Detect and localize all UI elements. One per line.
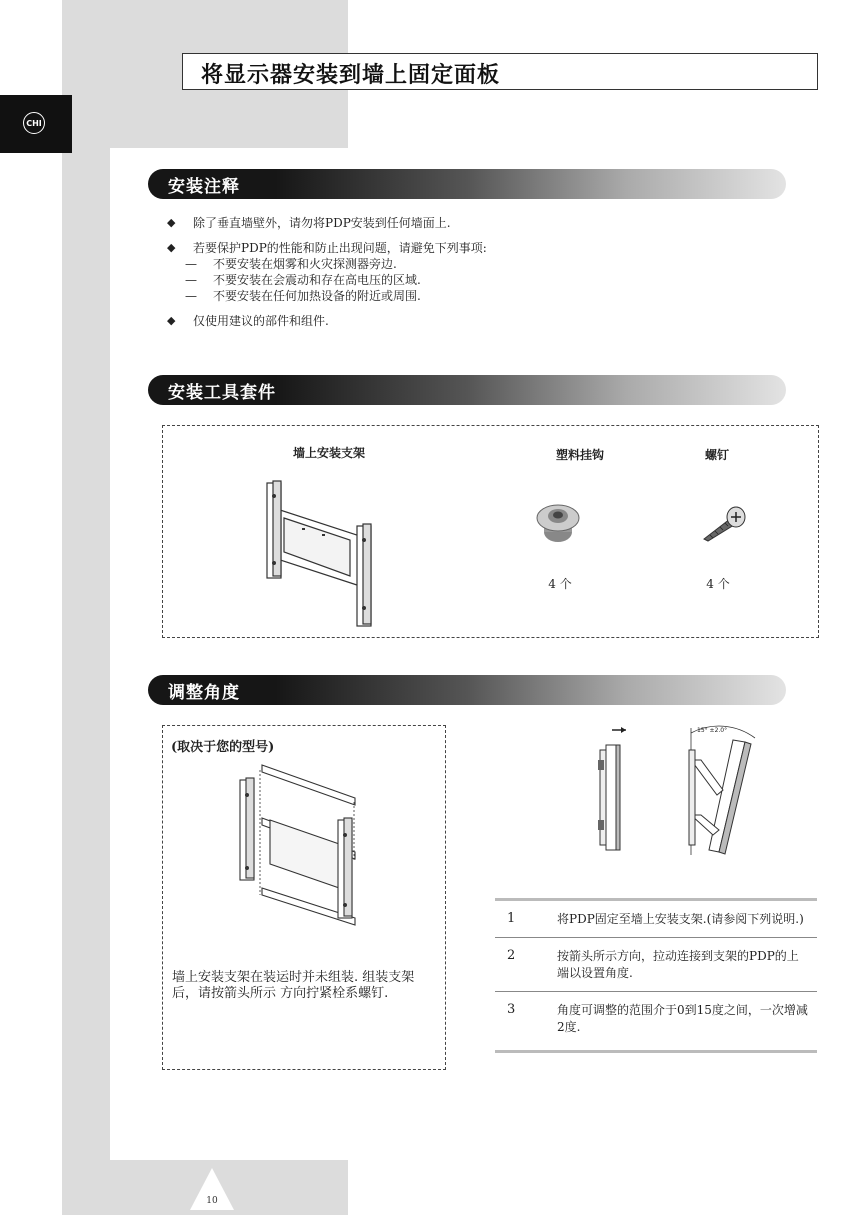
step-number: 2	[507, 948, 516, 963]
page-title-box	[182, 53, 818, 90]
page-title: 将显示器安装到墙上固定面板	[201, 62, 501, 88]
sub-list-item: — 不要安装在任何加热设备的附近或周围.	[185, 289, 421, 303]
dash-icon: —	[185, 273, 197, 287]
kit-label-screw: 螺钉	[704, 448, 729, 462]
section-header-kit	[148, 375, 786, 405]
step-number: 3	[507, 1002, 516, 1017]
step-text: 将PDP固定至墙上安装支架.(请参阅下列说明.)	[557, 912, 804, 926]
screw-icon	[700, 503, 750, 543]
dash-icon: —	[185, 289, 197, 303]
kit-label-bracket: 墙上安装支架	[292, 446, 365, 460]
step-row	[495, 992, 817, 1053]
step-text: 角度可调整的范围介于0到15度之间，一次增减2度.	[557, 1003, 808, 1034]
page-number: 10	[206, 1196, 218, 1206]
wall-bracket-illustration	[262, 478, 387, 628]
notes-list	[167, 215, 787, 329]
diamond-bullet-icon: ◆	[167, 216, 176, 229]
list-item: ◆ 仅使用建议的部件和组件.	[167, 314, 329, 328]
kit-label-hook: 塑料挂钩	[555, 448, 604, 462]
steps-list	[495, 898, 817, 1053]
section-header-angle	[148, 675, 786, 705]
step-row	[495, 938, 817, 992]
diamond-bullet-icon: ◆	[167, 241, 176, 254]
dash-icon: —	[185, 257, 197, 271]
plastic-hook-icon	[535, 498, 581, 546]
language-badge: CHI	[23, 112, 45, 134]
step-text: 按箭头所示方向，拉动连接到支架的PDP的上端以设置角度.	[557, 949, 799, 980]
list-item: ◆ 除了垂直墙壁外，请勿将PDP安装到任何墙面上.	[167, 216, 451, 230]
sub-list-item: — 不要安装在会震动和存在高电压的区域.	[185, 273, 421, 287]
sub-list-item: — 不要安装在烟雾和火灾探测器旁边.	[185, 257, 397, 271]
section-heading-kit: 安装工具套件	[168, 383, 276, 403]
section-header-notes	[148, 169, 786, 199]
step-row	[495, 901, 817, 938]
model-note-text: 墙上安装支架在装运时并未组装. 组装支架后，请按箭头所示 方向拧紧栓系螺钉.	[172, 970, 415, 1001]
tilt-view-illustration	[673, 720, 773, 860]
diamond-bullet-icon: ◆	[167, 314, 176, 327]
section-heading-notes: 安装注释	[168, 177, 240, 197]
side-view-illustration	[590, 725, 650, 855]
page-background-band-left	[62, 148, 110, 1215]
model-note-title: (取决于您的型号)	[171, 740, 275, 755]
angle-label: 15° ±2.0°	[697, 727, 728, 734]
section-heading-angle: 调整角度	[168, 683, 240, 703]
exploded-bracket-illustration	[230, 760, 370, 920]
list-item: ◆ 若要保护PDP的性能和防止出现问题，请避免下列事项:	[167, 241, 487, 255]
kit-qty-screw: 4 个	[706, 577, 730, 591]
kit-qty-hook: 4 个	[548, 577, 572, 591]
step-number: 1	[507, 911, 516, 926]
